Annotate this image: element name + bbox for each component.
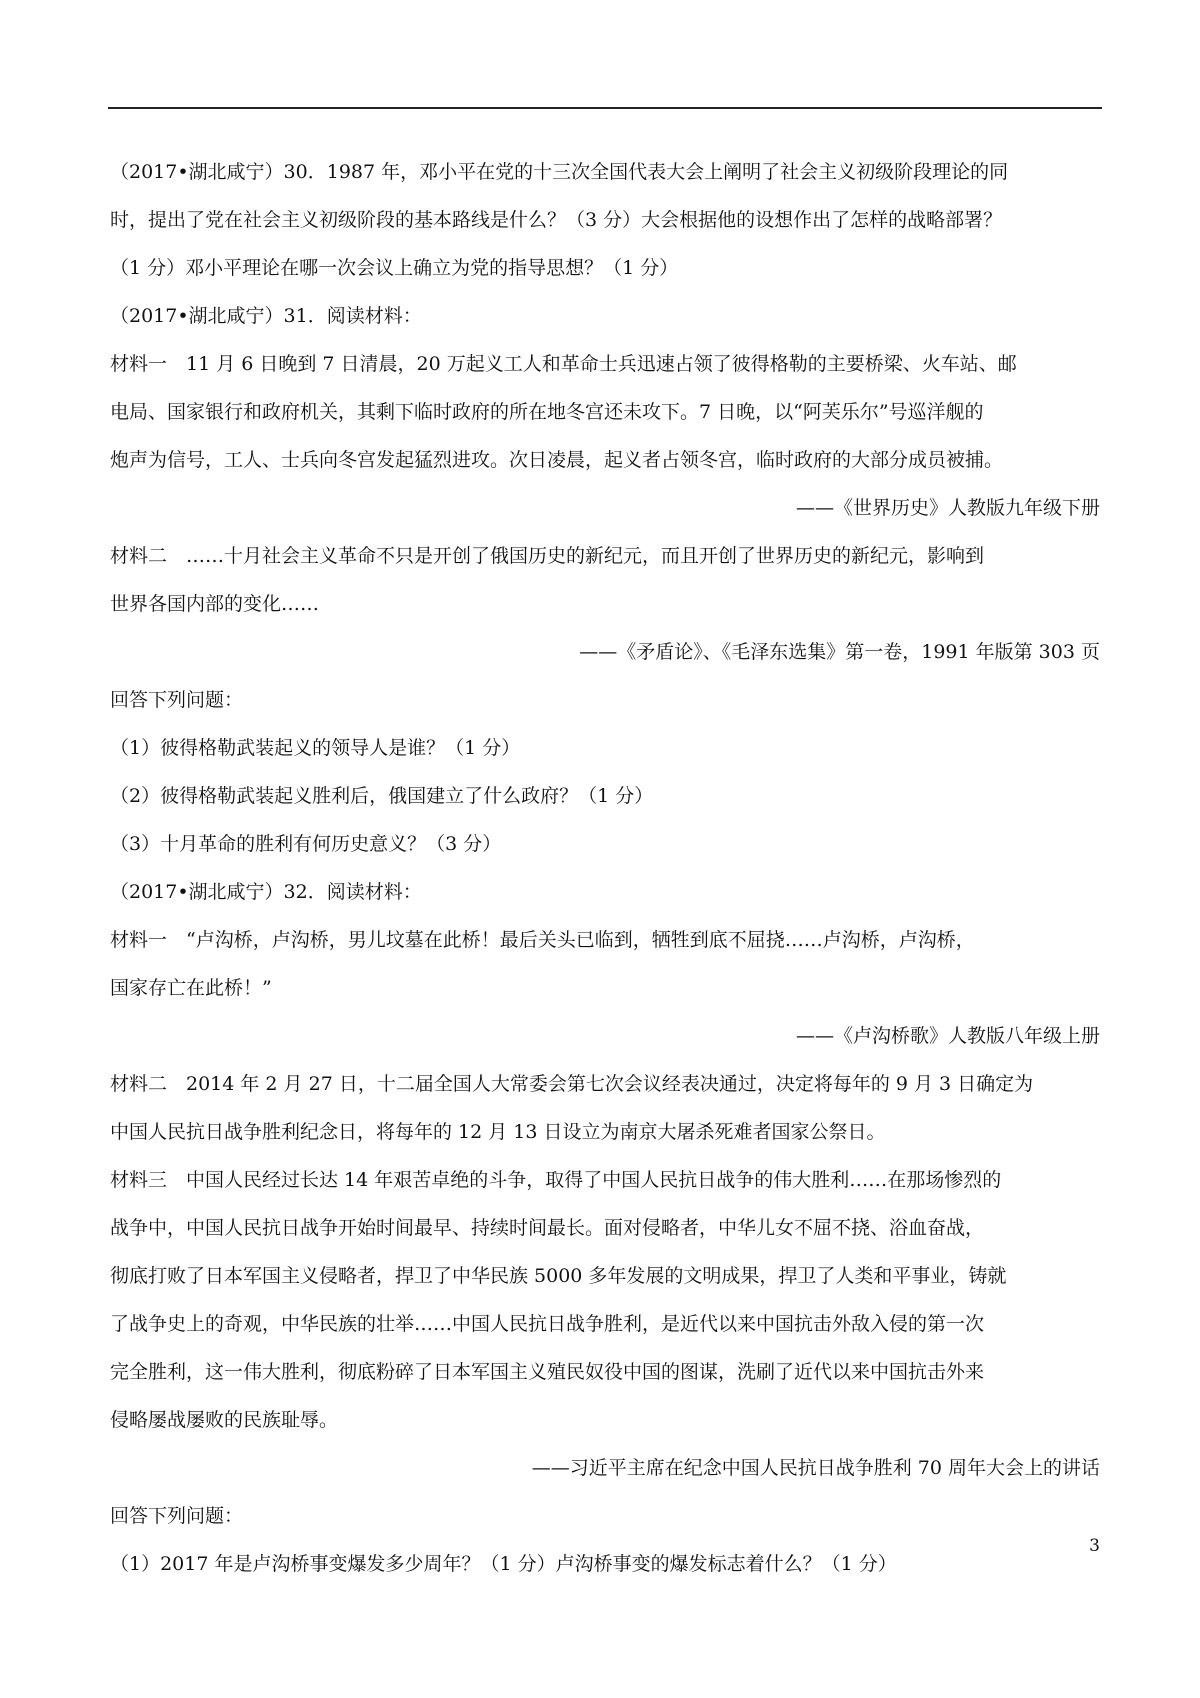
text-line: （2017•湖北咸宁）31．阅读材料： (110, 305, 422, 327)
text-line: 彻底打败了日本军国主义侵略者，捍卫了中华民族 5000 多年发展的文明成果，捍卫了人类和平事业，铸就 (110, 1265, 1007, 1287)
text-line: （1）2017 年是卢沟桥事变爆发多少周年？（1 分）卢沟桥事变的爆发标志着什么？（1 分） (110, 1553, 897, 1575)
text-line: 世界各国内部的变化…… (110, 593, 320, 615)
text-line: （2017•湖北咸宁）32．阅读材料： (110, 881, 422, 903)
text-line: ——习近平主席在纪念中国人民抗日战争胜利 70 周年大会上的讲话 (531, 1457, 1100, 1479)
text-line: ——《矛盾论》、《毛泽东选集》第一卷，1991 年版第 303 页 (579, 641, 1100, 663)
text-line: 材料三 中国人民经过长达 14 年艰苦卓绝的斗争，取得了中国人民抗日战争的伟大胜利……在那场惨烈的 (110, 1169, 1002, 1191)
text-line: 材料二 ……十月社会主义革命不只是开创了俄国历史的新纪元，而且开创了世界历史的新纪元，影响到 (110, 545, 985, 567)
text-line: 回答下列问题： (110, 1505, 244, 1527)
text-line: 材料一 11 月 6 日晚到 7 日清晨，20 万起义工人和革命士兵迅速占领了彼得格勒的主要桥梁、火车站、邮 (110, 353, 1017, 375)
text-line: 国家存亡在此桥！” (110, 977, 272, 999)
text-line: （1）彼得格勒武装起义的领导人是谁？（1 分） (110, 737, 521, 759)
text-line: 完全胜利，这一伟大胜利，彻底粉碎了日本军国主义殖民奴役中国的图谋，洗刷了近代以来中国抗击外来 (110, 1361, 985, 1383)
text-line: （2）彼得格勒武装起义胜利后，俄国建立了什么政府？（1 分） (110, 785, 654, 807)
text-line: 中国人民抗日战争胜利纪念日，将每年的 12 月 13 日设立为南京大屠杀死难者国家公祭日。 (110, 1121, 886, 1143)
text-line: （2017•湖北咸宁）30．1987 年，邓小平在党的十三次全国代表大会上阐明了社会主义初级阶段理论的同 (110, 161, 1009, 183)
text-line: 时，提出了党在社会主义初级阶段的基本路线是什么？（3 分）大会根据他的设想作出了怎样的战略部署？ (110, 209, 1003, 231)
text-line: 材料一 “卢沟桥，卢沟桥，男儿坟墓在此桥！最后关头已临到，牺牲到底不屈挠……卢沟桥，卢沟桥， (110, 929, 975, 951)
text-line: 了战争史上的奇观，中华民族的壮举……中国人民抗日战争胜利，是近代以来中国抗击外敌入侵的第一次 (110, 1313, 985, 1335)
document-body (110, 152, 1100, 1592)
text-line: 炮声为信号，工人、士兵向冬宫发起猛烈进攻。次日凌晨，起义者占领冬宫，临时政府的大部分成员被捕。 (110, 449, 1004, 471)
text-line: 战争中，中国人民抗日战争开始时间最早、持续时间最长。面对侵略者，中华儿女不屈不挠、浴血奋战， (110, 1217, 985, 1239)
header-rule (108, 107, 1102, 109)
text-line: 材料二 2014 年 2 月 27 日，十二届全国人大常委会第七次会议经表决通过，决定将每年的 9 月 3 日确定为 (110, 1073, 1034, 1095)
text-line: （3）十月革命的胜利有何历史意义？（3 分） (110, 833, 502, 855)
text-line: ——《世界历史》人教版九年级下册 (795, 497, 1100, 519)
text-line: ——《卢沟桥歌》人教版八年级上册 (795, 1025, 1100, 1047)
text-line: （1 分）邓小平理论在哪一次会议上确立为党的指导思想？（1 分） (110, 257, 679, 279)
text-line: 电局、国家银行和政府机关，其剩下临时政府的所在地冬宫还未攻下。7 日晚，以“阿芙乐尔”号巡洋舰的 (110, 401, 984, 423)
page-number: 3 (1089, 1536, 1100, 1556)
text-line: 回答下列问题： (110, 689, 244, 711)
text-line: 侵略屡战屡败的民族耻辱。 (110, 1409, 339, 1431)
